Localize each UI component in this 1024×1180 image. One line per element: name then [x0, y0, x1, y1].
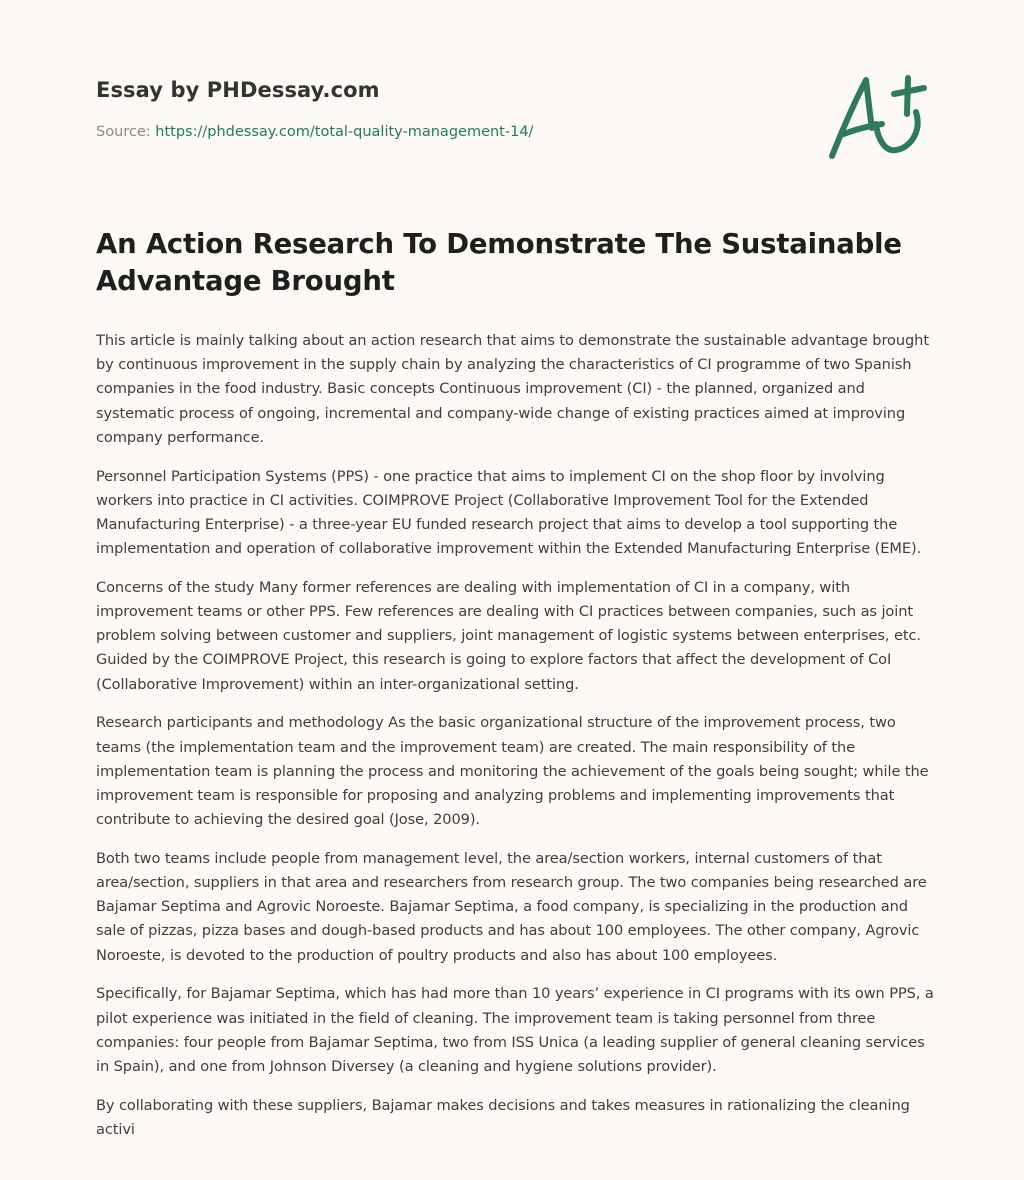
source-link[interactable]: https://phdessay.com/total-quality-management-14/ — [155, 124, 534, 140]
site-title: Essay by PHDessay.com — [96, 78, 380, 102]
article — [96, 226, 936, 1157]
source-label: Source: — [96, 124, 156, 140]
source-line — [96, 122, 796, 142]
a-plus-grade-icon — [820, 66, 930, 166]
article-paragraph: By collaborating with these suppliers, Bajamar makes decisions and takes measures in rationalizing the cleaning activi — [96, 1096, 910, 1138]
article-title: An Action Research To Demonstrate The Sustainable Advantage Brought — [96, 228, 902, 297]
article-paragraph: Specifically, for Bajamar Septima, which has had more than 10 years’ experience in CI programs with its own PPS, a pilot experience was initiated in the field of cleaning. The improvement team is taking personnel from three companies: four people from Bajamar Septima, two from ISS Unica (a leading supplier of general cleaning services in Spain), and one from Johnson Diversey (a cleaning and hygiene solutions provider). — [96, 985, 934, 1075]
article-paragraph: Both two teams include people from management level, the area/section workers, internal customers of that area/section, suppliers in that area and researchers from research group. The two companies being researched are Bajamar Septima and Agrovic Noroeste. Bajamar Septima, a food company, is specializing in the production and sale of pizzas, pizza bases and dough-based products and has about 100 employees. The other company, Agrovic Noroeste, is devoted to the production of poultry products and also has about 100 employees. — [96, 849, 927, 964]
article-paragraph: Personnel Participation Systems (PPS) - one practice that aims to implement CI on the shop floor by involving workers into practice in CI activities. COIMPROVE Project (Collaborative Improvement Tool for the Extended Manufacturing Enterprise) - a three-year EU funded research project that aims to develop a tool supporting the implementation and operation of collaborative improvement within the Extended Manufacturing Enterprise (EME). — [96, 467, 922, 558]
article-paragraph: Research participants and methodology As the basic organizational structure of the improvement process, two teams (the implementation team and the improvement team) are created. The main responsibility of the implementation team is planning the process and monitoring the achievement of the goals being sought; while the improvement team is responsible for proposing and analyzing problems and implementing improvements that contribute to achieving the desired goal (Jose, 2009). — [96, 714, 929, 829]
article-paragraph: Concerns of the study Many former references are dealing with implementation of CI in a company, with improvement teams or other PPS. Few references are dealing with CI practices between companies, such as joint problem solving between customer and suppliers, joint management of logistic systems between enterprises, etc. Guided by the COIMPROVE Project, this research is going to explore factors that affect the development of CoI (Collaborative Improvement) within an inter-organizational setting. — [96, 578, 921, 693]
article-paragraph: This article is mainly talking about an action research that aims to demonstrate the sustainable advantage brought by continuous improvement in the supply chain by analyzing the characteristics of CI programme of two Spanish companies in the food industry. Basic concepts Continuous improvement (CI) - the planned, organized and systematic process of ongoing, incremental and company-wide change of existing practices aimed at improving company performance. — [96, 332, 929, 446]
page-header — [96, 76, 796, 142]
